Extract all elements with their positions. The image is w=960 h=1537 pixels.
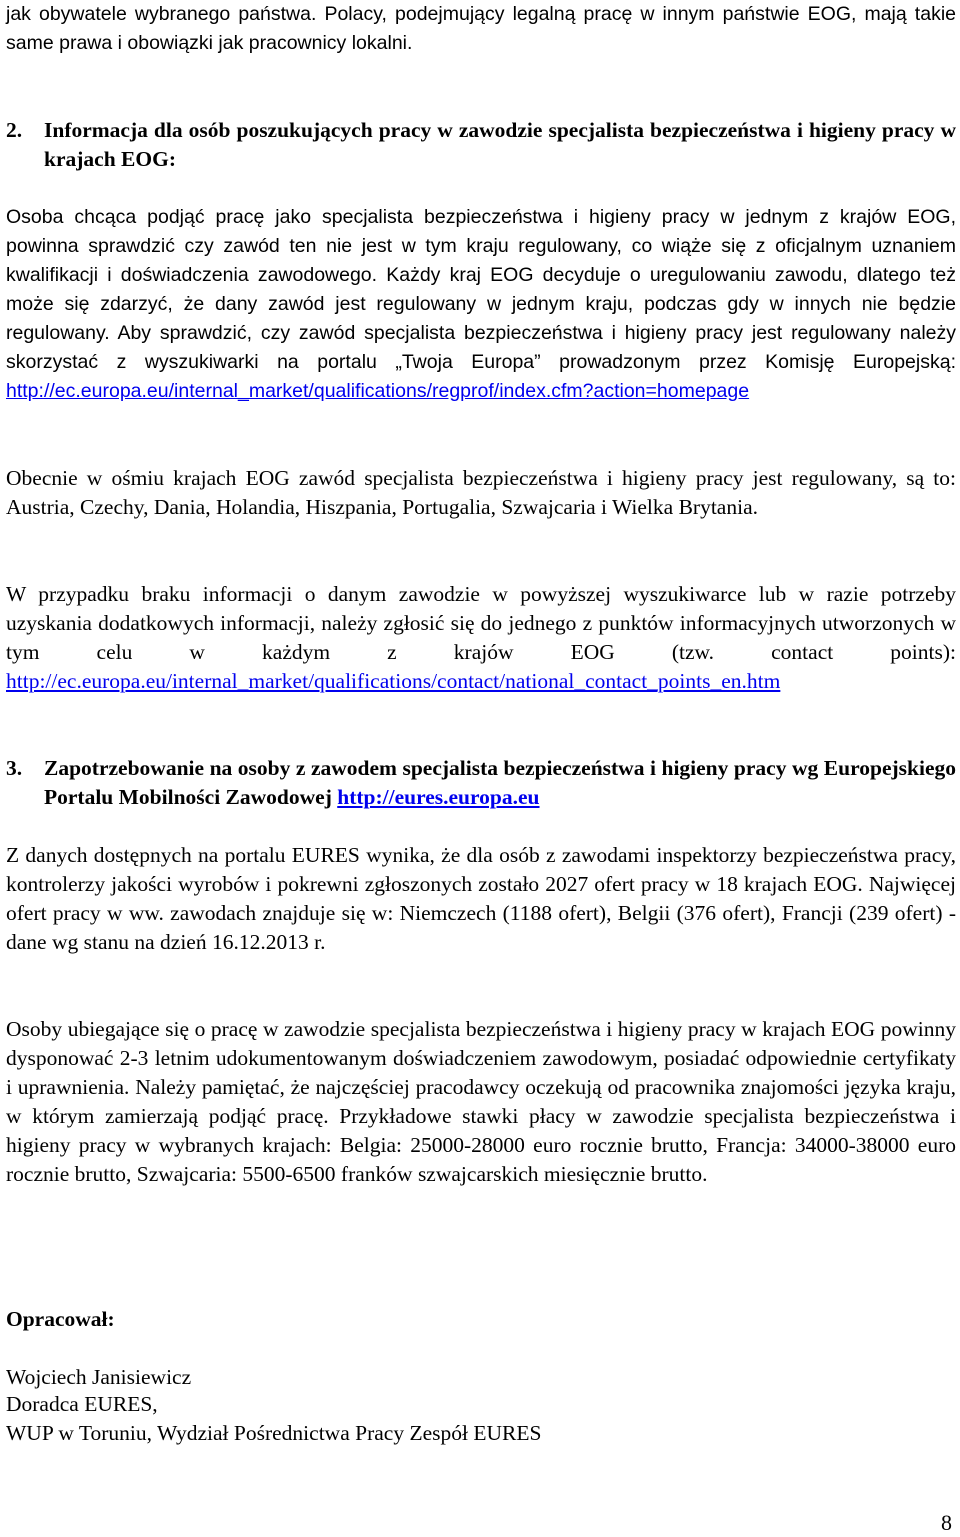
section-2-number: 2. [6, 118, 23, 142]
section-3-title: Zapotrzebowanie na osoby z zawodem specjalista bezpieczeństwa i higieny pracy wg Europejskiego Portalu Mobilności Zawodowej [44, 756, 956, 809]
paragraph-text: W przypadku braku informacji o danym zawodzie w powyższej wyszukiwarce lub w razie potrzeby uzyskania dodatkowych informacji, należy zgłosić się do jednego z punktów informacyjnych utworzonych w tym celu w każdym z krajów EOG (tzw. contact points): [6, 582, 956, 664]
author-office: WUP w Toruniu, Wydział Pośrednictwa Pracy Zespół EURES [6, 1421, 542, 1445]
section-3-paragraph-1: Z danych dostępnych na portalu EURES wynika, że dla osób z zawodami inspektorzy bezpieczeństwa pracy, kontrolerzy jakości wyrobów i pokrewni zgłoszonych zostało 2027 ofert pracy w 18 krajach EOG. Najwięcej ofert pracy w ww. zawodach znajduje się w: Niemczech (1188 ofert), Belgii (376 ofert), Francji (239 ofert) - dane wg stanu na dzień 16.12.2013 r. [6, 843, 956, 954]
paragraph-text: Osoba chcąca podjąć pracę jako specjalista bezpieczeństwa i higieny pracy w jednym z krajów EOG, powinna sprawdzić czy zawód ten nie jest w tym kraju regulowany, co wiąże się z oficjalnym uznaniem kwalifikacji i doświadczenia zawodowego. Każdy kraj EOG decyduje o uregulowaniu zawodu, dlatego też może się zdarzyć, że dany zawód jest regulowany w jednym kraju, podczas gdy w innych nie będzie regulowany. Aby sprawdzić, czy zawód specjalista bezpieczeństwa i higieny pracy jest regulowany należy skorzystać z wyszukiwarki na portalu „Twoja Europa” prowadzonym przez Komisję Europejską: [6, 206, 956, 373]
contact-points-link[interactable]: http://ec.europa.eu/internal_market/qualifications/contact/national_contact_points_en.htm [6, 669, 781, 693]
author-name: Wojciech Janisiewicz [6, 1365, 192, 1389]
section-2-title: Informacja dla osób poszukujących pracy w zawodzie specjalista bezpieczeństwa i higieny pracy w krajach EOG: [44, 118, 956, 171]
top-paragraph: jak obywatele wybranego państwa. Polacy, podejmujący legalną pracę w innym państwie EOG, mają takie same prawa i obowiązki jak pracownicy lokalni. [6, 3, 956, 54]
eures-link[interactable]: http://eures.europa.eu [337, 785, 540, 809]
section-2-paragraph-1 [6, 203, 956, 406]
section-2-heading [6, 116, 956, 174]
author-role: Doradca EURES, [6, 1392, 158, 1416]
section-2-paragraph-2: Obecnie w ośmiu krajach EOG zawód specjalista bezpieczeństwa i higieny pracy jest regulowany, są to: Austria, Czechy, Dania, Holandia, Hiszpania, Portugalia, Szwajcaria i Wielka Brytania. [6, 466, 956, 519]
section-3-paragraph-2: Osoby ubiegające się o pracę w zawodzie specjalista bezpieczeństwa i higieny pracy w krajach EOG powinny dysponować 2-3 letnim udokumentowanym doświadczeniem zawodowym, posiadać odpowiednie certyfikaty i uprawnienia. Należy pamiętać, że najczęściej pracodawcy oczekują od pracownika znajomości języka kraju, w którym zamierzają podjąć pracę. Przykładowe stawki płacy w zawodzie specjalista bezpieczeństwa i higieny pracy w wybranych krajach: Belgia: 25000-28000 euro rocznie brutto, Francja: 34000-38000 euro rocznie brutto, Szwajcaria: 5500-6500 franków szwajcarskich miesięcznie brutto. [6, 1017, 956, 1186]
regprof-link[interactable]: http://ec.europa.eu/internal_market/qualifications/regprof/index.cfm?action=homepage [6, 380, 750, 402]
page-number: 8 [941, 1510, 952, 1535]
section-3-number: 3. [6, 756, 23, 780]
section-3-heading [6, 754, 956, 812]
section-2-paragraph-3 [6, 580, 956, 696]
signature-label: Opracował: [6, 1307, 115, 1331]
